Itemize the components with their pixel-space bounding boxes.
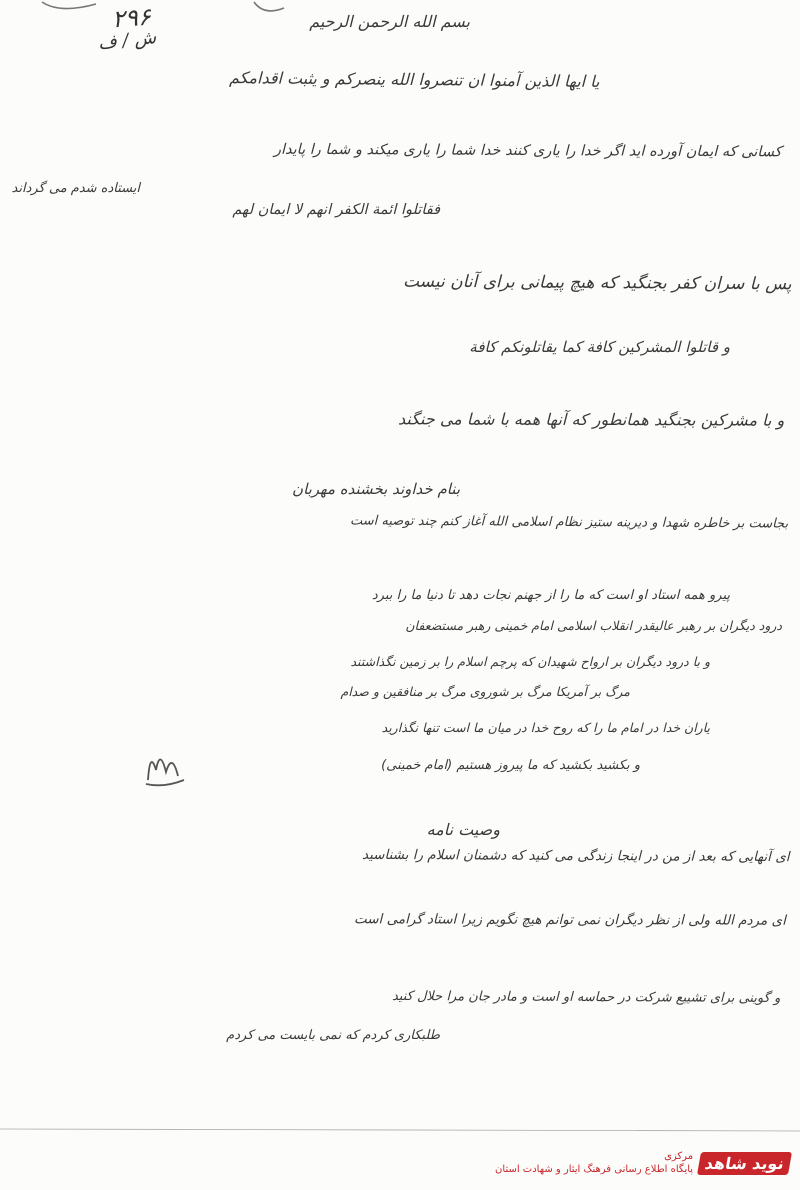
will-heading: وصیت نامه [426, 820, 500, 839]
intro-line: بجاست بر خاطره شهدا و دیرینه ستیز نظام اسلامی الله آغاز کنم چند توصیه است [349, 513, 789, 532]
slogan-line-1: پیرو همه استاد او است که ما را از جهنم نجات دهد تا دنیا ما را ببرد [371, 588, 730, 603]
translation-line-1b: ایستاده شدم می گرداند [11, 181, 140, 196]
slogan-line-4: مرگ بر آمریکا مرگ بر شوروی مرگ بر منافقین و صدام [340, 684, 630, 699]
verse-line-1: یا ایها الذین آمنوا ان تنصروا الله ینصرکم و یثبت اقدامکم [229, 68, 601, 91]
will-line-2: ای مردم الله ولی از نظر دیگران نمی توانم هیچ نگویم زیرا استاد گرامی است [354, 911, 787, 929]
page-number: ۲۹۶ [111, 2, 152, 34]
source-watermark [495, 1150, 790, 1176]
watermark-line-1: پایگاه اطلاع رسانی فرهنگ ایثار و شهادت استان [495, 1164, 694, 1175]
translation-line-3: و با مشرکین بجنگید همانطور که آنها همه با شما می جنگند [397, 409, 785, 430]
translation-line-2: پس با سران کفر بجنگید که هیچ پیمانی برای آنان نیست [403, 271, 793, 295]
corner-scribble-right [250, 0, 290, 18]
slogan-line-2: درود دیگران بر رهبر عالیقدر انقلاب اسلامی امام خمینی رهبر مستضعفان [405, 618, 782, 633]
will-line-4: طلبکاری کردم که نمی بایست می کردم [226, 1028, 440, 1043]
watermark-logo: نوید شاهد [697, 1152, 792, 1175]
slogan-line-5: یاران خدا در امام ما را که روح خدا در میان ما است تنها نگذارید [381, 720, 710, 735]
watermark-text [495, 1150, 693, 1176]
translation-line-1: کسانی که ایمان آورده اید اگر خدا را یاری کنند خدا شما را یاری میکند و شما را پایدار [274, 141, 783, 161]
bismillah-heading-2: بنام خداوند بخشنده مهربان [292, 480, 460, 498]
verse-line-2: فقاتلوا ائمة الکفر انهم لا ایمان لهم [232, 202, 440, 218]
will-line-1: ای آنهایی که بعد از من در اینجا زندگی می کنید که دشمنان اسلام را بشناسید [362, 846, 791, 866]
basmala-heading: بسم الله الرحمن الرحیم [309, 12, 470, 31]
page-note: ش / ف [97, 27, 158, 54]
will-line-3: و گوینی برای تشییع شرکت در حماسه او است و مادر جان مرا حلال کنید [391, 988, 781, 1007]
bottom-rule [0, 1125, 800, 1135]
signature-scribble [140, 740, 190, 790]
watermark-line-2: مرکزی [664, 1151, 694, 1162]
corner-scribble-left [40, 0, 100, 20]
slogan-line-3: و با درود دیگران بر ارواح شهیدان که پرچم اسلام را بر زمین نگذاشتند [350, 654, 710, 669]
slogan-line-6: و بکشید بکشید که ما پیروز هستیم (امام خمینی) [381, 758, 640, 773]
verse-line-3: و قاتلوا المشرکین کافة کما یقاتلونکم کافة [469, 338, 730, 356]
